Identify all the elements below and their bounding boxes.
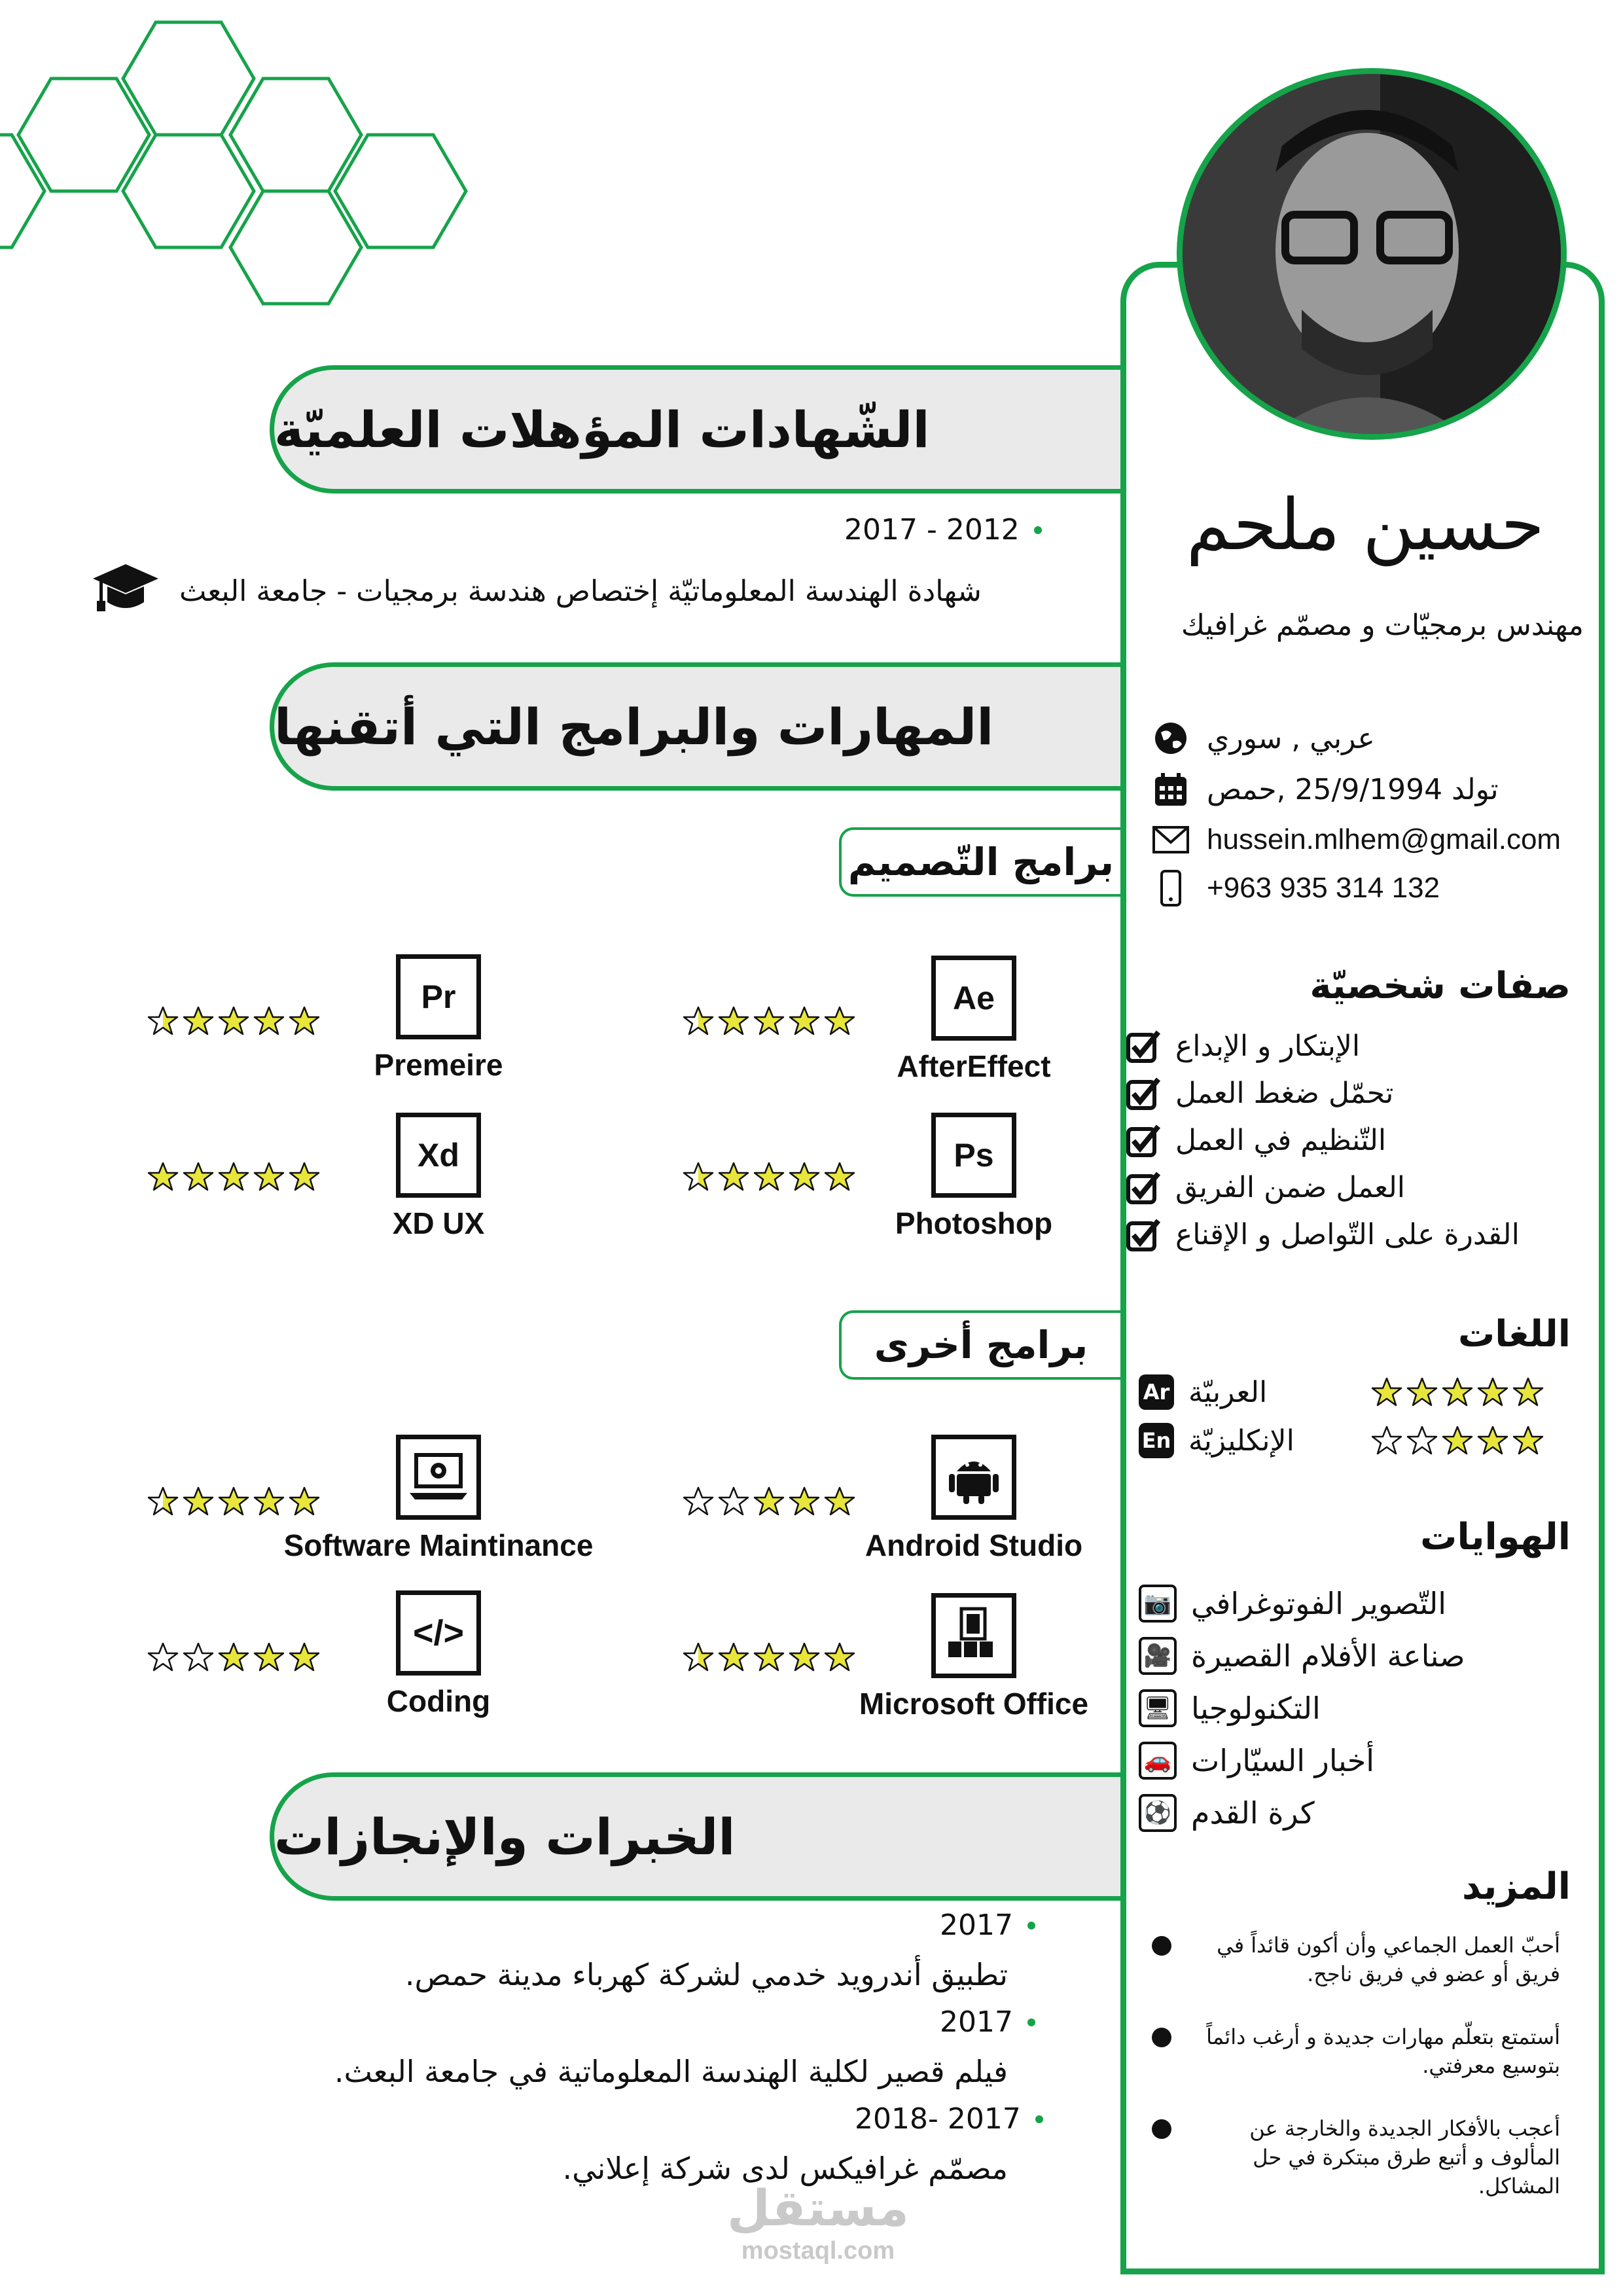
hobbies-list xyxy=(1139,1577,1571,1839)
star-icon xyxy=(788,1486,821,1517)
android-icon xyxy=(931,1435,1016,1520)
star-icon xyxy=(147,1486,179,1517)
experience-date: 2018- 2017 xyxy=(855,2102,1043,2136)
xd-icon: Xd xyxy=(396,1113,481,1198)
star-icon xyxy=(147,1641,179,1673)
code-icon: </> xyxy=(396,1590,481,1676)
star-icon xyxy=(217,1161,250,1193)
star-icon xyxy=(682,1641,715,1673)
other-programs-tab: برامج أخرى xyxy=(839,1310,1120,1380)
star-icon xyxy=(288,1486,321,1517)
film-camera-icon: 🎥 xyxy=(1139,1637,1177,1675)
star-icon xyxy=(1406,1425,1438,1456)
star-icon xyxy=(717,1641,750,1673)
star-icon xyxy=(788,1005,821,1037)
star-icon xyxy=(753,1486,785,1517)
microsoft-office-rating xyxy=(682,1641,856,1673)
photoshop-rating xyxy=(682,1161,856,1193)
watermark-url: mostaql.com xyxy=(741,2237,895,2265)
car-icon: 🚗 xyxy=(1139,1742,1177,1780)
star-icon xyxy=(1370,1376,1403,1408)
experience-section-header xyxy=(270,1772,1120,1901)
trait-item: الإبتكار و الإبداع xyxy=(1126,1022,1571,1069)
profile-photo xyxy=(1177,68,1567,440)
skill-photoshop: Ps Photoshop xyxy=(863,1113,1085,1241)
phone-icon xyxy=(1152,869,1190,907)
star-icon xyxy=(217,1005,250,1037)
education-entry xyxy=(92,562,1099,621)
globe-icon xyxy=(1152,719,1190,757)
laptop-gear-icon xyxy=(396,1435,481,1520)
star-icon xyxy=(823,1005,856,1037)
star-icon xyxy=(753,1641,785,1673)
star-icon xyxy=(288,1641,321,1673)
envelope-icon xyxy=(1152,821,1190,859)
more-item: أستمتع بتعلّم مهارات جديدة و أرغب دائماً بتوسيع معرفتي. xyxy=(1152,2022,1571,2080)
star-icon xyxy=(253,1161,285,1193)
star-icon xyxy=(217,1486,250,1517)
more-heading: المزيد xyxy=(1462,1865,1571,1908)
skill-software-maintinance: Software Maintinance xyxy=(262,1435,615,1563)
language-item: العربيّة Ar xyxy=(1139,1368,1571,1416)
skill-android-studio: Android Studio xyxy=(863,1435,1085,1563)
skills-section-header xyxy=(270,662,1120,791)
star-icon xyxy=(182,1486,215,1517)
star-icon xyxy=(1512,1376,1544,1408)
android-studio-rating xyxy=(682,1486,856,1517)
star-icon xyxy=(823,1641,856,1673)
checkbox-icon xyxy=(1126,1122,1161,1158)
star-icon xyxy=(753,1161,785,1193)
watermark-logo: مستقل xyxy=(727,2179,909,2237)
premiere-icon: Pr xyxy=(396,954,481,1039)
star-icon xyxy=(288,1005,321,1037)
aftereffect-icon: Ae xyxy=(931,956,1016,1041)
experience-date: 2017 xyxy=(940,1909,1035,1942)
star-icon xyxy=(1370,1425,1403,1456)
star-icon xyxy=(147,1161,179,1193)
hobby-item: التّصوير الفوتوغرافي 📷 xyxy=(1139,1577,1571,1630)
skills-heading: المهارات والبرامج التي أتقنها xyxy=(274,697,994,756)
more-item: أحبّ العمل الجماعي وأن أكون قائداً في فريق أو عضو في فريق ناجح. xyxy=(1152,1931,1571,1988)
language-item: الإنكليزيّة En xyxy=(1139,1416,1571,1465)
star-icon xyxy=(253,1641,285,1673)
star-icon xyxy=(1406,1376,1438,1408)
hexagon-decoration xyxy=(0,0,497,327)
star-icon xyxy=(682,1486,715,1517)
languages-list xyxy=(1139,1368,1571,1465)
checkbox-icon xyxy=(1126,1028,1161,1064)
skill-microsoft-office: Microsoft Office xyxy=(830,1593,1118,1721)
more-item: أعجب بالأفكار الجديدة والخارجة عن المألوف و أتبع طرق مبتكرة في حل المشاكل. xyxy=(1152,2114,1571,2200)
star-icon xyxy=(182,1005,215,1037)
experience-text: فيلم قصير لكلية الهندسة المعلوماتية في جامعة البعث. xyxy=(334,2054,1008,2089)
graduation-cap-icon xyxy=(92,562,160,621)
calendar-icon xyxy=(1152,770,1190,808)
checkbox-icon xyxy=(1126,1217,1161,1252)
aftereffect-rating xyxy=(682,1005,856,1037)
phone-text[interactable]: +963 935 314 132 xyxy=(1207,872,1440,904)
birth-row xyxy=(1152,763,1577,816)
star-icon xyxy=(1441,1425,1474,1456)
star-icon xyxy=(253,1005,285,1037)
language-rating xyxy=(1370,1425,1544,1456)
skill-premeire: Pr Premeire xyxy=(327,954,550,1083)
experience-text: مصمّم غرافيكس لدى شركة إعلاني. xyxy=(562,2151,1008,2186)
more-list xyxy=(1152,1931,1571,2234)
star-icon xyxy=(682,1005,715,1037)
star-icon xyxy=(753,1005,785,1037)
phone-row[interactable] xyxy=(1152,864,1577,912)
star-icon xyxy=(182,1161,215,1193)
star-icon xyxy=(823,1486,856,1517)
hobbies-heading: الهوايات xyxy=(1420,1516,1571,1558)
checkbox-icon xyxy=(1126,1170,1161,1205)
star-icon xyxy=(288,1161,321,1193)
trait-item: تحمّل ضغط العمل xyxy=(1126,1069,1571,1117)
trait-item: العمل ضمن الفريق xyxy=(1126,1164,1571,1211)
education-section-header xyxy=(270,365,1120,493)
software-maintinance-rating xyxy=(147,1486,321,1517)
profile-title: مهندس برمجيّات و مصمّم غرافيك xyxy=(1181,609,1584,642)
star-icon xyxy=(788,1641,821,1673)
star-icon xyxy=(788,1161,821,1193)
devices-icon: 🖥 xyxy=(1139,1689,1177,1727)
skill-coding: </> Coding xyxy=(327,1590,550,1719)
premeire-rating xyxy=(147,1005,321,1037)
traits-list xyxy=(1126,1022,1571,1258)
experience-text: تطبيق أندرويد خدمي لشركة كهرباء مدينة حمص. xyxy=(404,1957,1008,1992)
education-date: 2017 - 2012 xyxy=(844,513,1042,547)
star-icon xyxy=(182,1641,215,1673)
star-icon xyxy=(1441,1376,1474,1408)
education-heading: الشّهادات المؤهلات العلميّة xyxy=(274,400,930,459)
nationality-row xyxy=(1152,713,1577,763)
skill-xd: Xd XD UX xyxy=(327,1113,550,1241)
skill-aftereffect: Ae AfterEffect xyxy=(863,956,1085,1084)
traits-heading: صفات شخصيّة xyxy=(1310,965,1571,1007)
coding-rating xyxy=(147,1641,321,1673)
design-programs-tab: برامج التّصميم xyxy=(839,827,1120,897)
hobby-item: أخبار السيّارات 🚗 xyxy=(1139,1734,1571,1787)
experience-heading: الخبرات والإنجازات xyxy=(274,1807,736,1866)
language-rating xyxy=(1370,1376,1544,1408)
star-icon xyxy=(147,1005,179,1037)
star-icon xyxy=(1476,1425,1509,1456)
email-row[interactable] xyxy=(1152,816,1577,864)
camera-icon: 📷 xyxy=(1139,1585,1177,1623)
profile-name: حسين ملحم xyxy=(1186,484,1544,566)
star-icon xyxy=(1512,1425,1544,1456)
star-icon xyxy=(682,1161,715,1193)
email-text[interactable]: hussein.mlhem@gmail.com xyxy=(1207,823,1561,855)
star-icon xyxy=(823,1161,856,1193)
star-icon xyxy=(253,1486,285,1517)
microsoft-office-icon xyxy=(931,1593,1016,1678)
birth-text: تولد 25/9/1994 ,حمص xyxy=(1207,772,1499,806)
hobby-item: التكنولوجيا 🖥 xyxy=(1139,1682,1571,1734)
star-icon xyxy=(717,1005,750,1037)
languages-heading: اللغات xyxy=(1458,1313,1571,1355)
hobby-item: صناعة الأفلام القصيرة 🎥 xyxy=(1139,1630,1571,1682)
hobby-item: كرة القدم ⚽ xyxy=(1139,1787,1571,1839)
watermark xyxy=(707,2179,929,2265)
trait-item: التّنظيم في العمل xyxy=(1126,1117,1571,1164)
football-icon: ⚽ xyxy=(1139,1794,1177,1832)
trait-item: القدرة على التّواصل و الإقناع xyxy=(1126,1211,1571,1258)
star-icon xyxy=(717,1486,750,1517)
star-icon xyxy=(1476,1376,1509,1408)
checkbox-icon xyxy=(1126,1075,1161,1111)
xd-rating xyxy=(147,1161,321,1193)
experience-date: 2017 xyxy=(940,2005,1035,2039)
star-icon xyxy=(217,1641,250,1673)
star-icon xyxy=(717,1161,750,1193)
arabic-badge-icon: Ar xyxy=(1139,1374,1174,1410)
photoshop-icon: Ps xyxy=(931,1113,1016,1198)
education-degree: شهادة الهندسة المعلوماتيّة إختصاص هندسة برمجيات - جامعة البعث xyxy=(179,575,982,608)
nationality-text: عربي , سوري xyxy=(1207,721,1375,755)
english-badge-icon: En xyxy=(1139,1423,1174,1458)
